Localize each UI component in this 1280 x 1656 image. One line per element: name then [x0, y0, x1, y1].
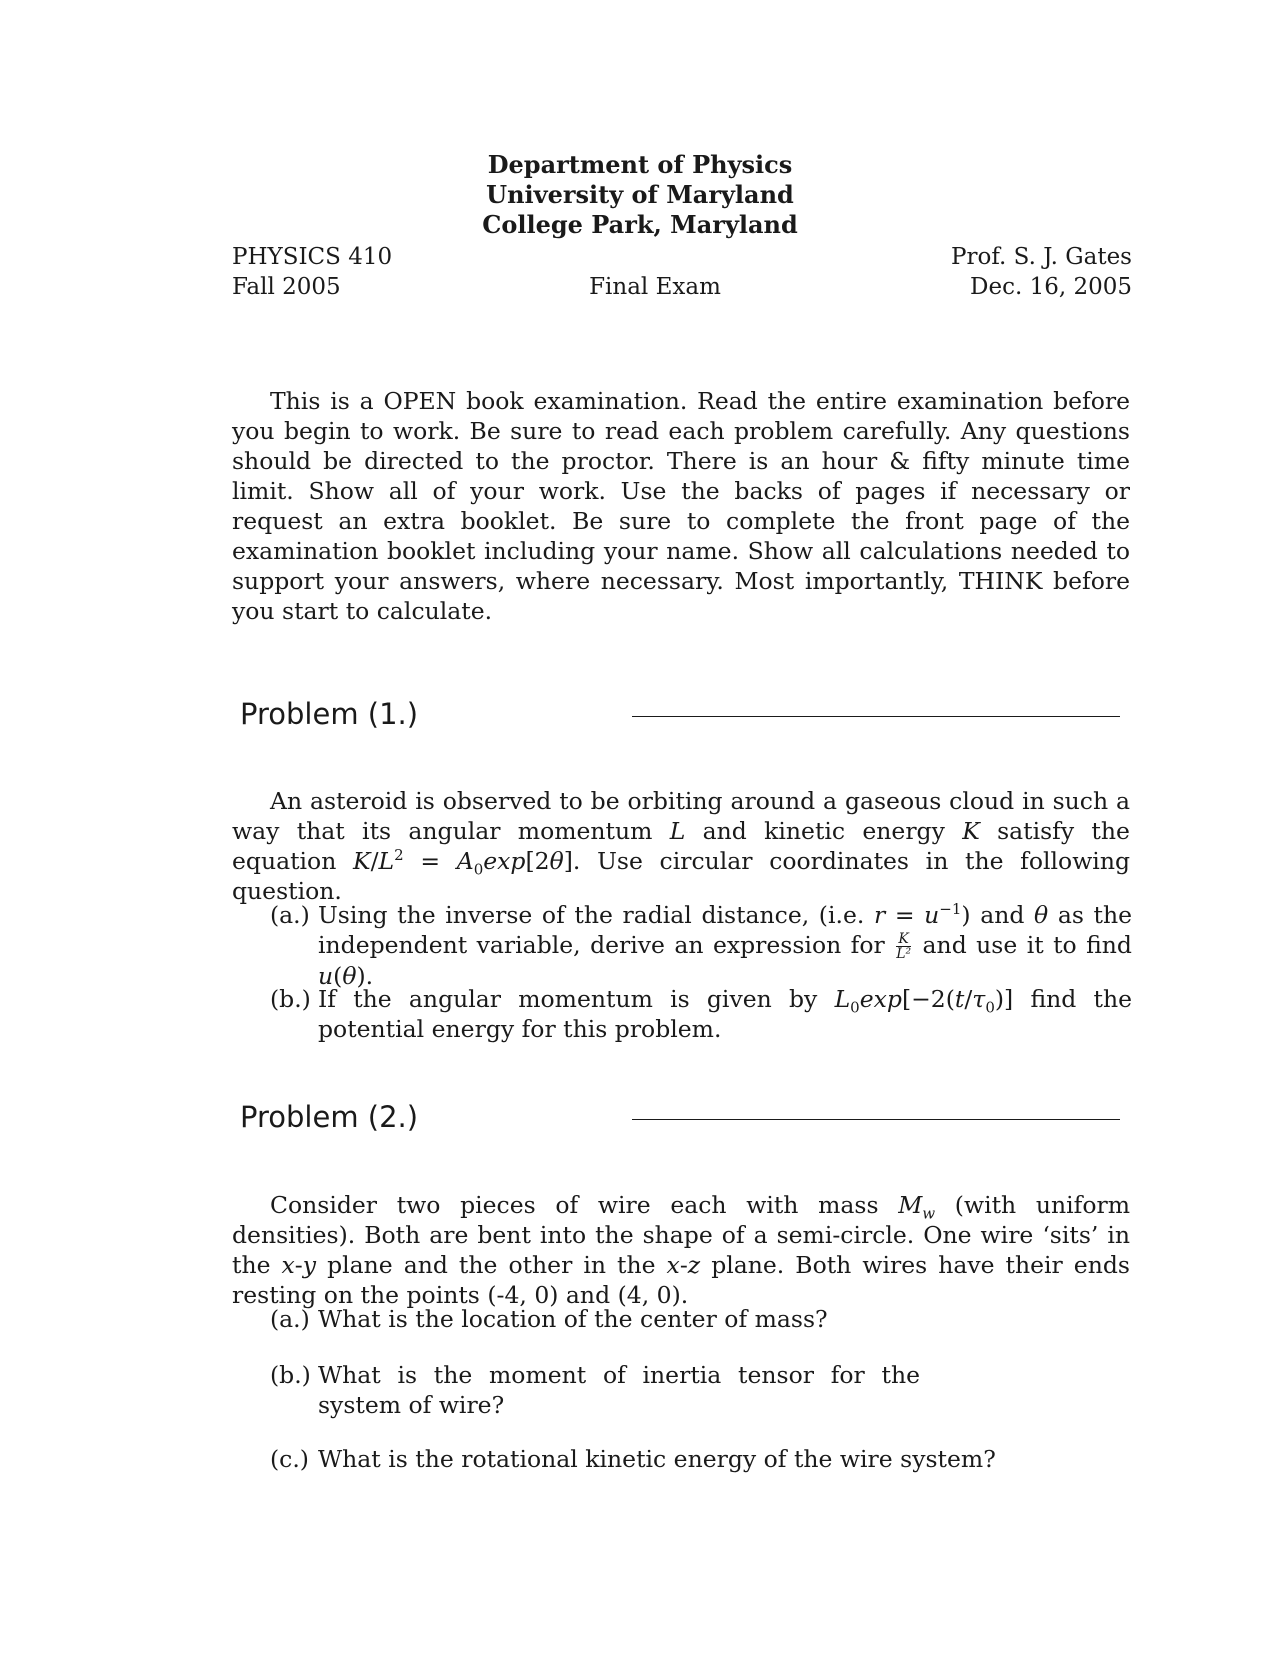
professor-name: Prof. S. J. Gates [951, 244, 1132, 270]
instructions-paragraph: This is a OPEN book examination. Read the entire examination before you begin to work. Be sure to read each problem carefully. Any questions should be directed to the proctor. There is an hour & fifty minute time limit. Show all of your work. Use the backs of pages if necessary or request an extra booklet. Be sure to complete the front page of the examination booklet including your name. Show all calculations needed to support your answers, where necessary. Most importantly, THINK before you start to calculate. [232, 387, 1130, 625]
exam-title: Final Exam [589, 274, 721, 300]
problem-1-rule [632, 716, 1120, 717]
p2-intro-3: plane and the other in the [327, 1251, 656, 1279]
problem-2-rule [632, 1119, 1120, 1120]
k-over-l2-fraction: $\frac{K}{\text{L²}}$ [896, 931, 912, 962]
p1-intro-d: Use circular coordinates in the following question. [232, 847, 1131, 905]
p1b-text-2: find the potential energy for this problem. [318, 985, 1133, 1043]
course-info [232, 242, 392, 302]
p2a-text: What is the location of the center of mass? [318, 1305, 828, 1333]
dept-line: Department of Physics [487, 150, 793, 179]
term: Fall 2005 [232, 274, 341, 300]
p2c-text: What is the rotational kinetic energy of the wire system? [318, 1445, 996, 1473]
p1a-text-1: Using the inverse of the radial distance, (i.e. [318, 901, 865, 929]
professor-info [951, 242, 1132, 302]
problem-2-part-a [270, 1304, 1132, 1334]
p2-intro-1: Consider two pieces of wire each with mass [270, 1191, 879, 1219]
p1-intro-c: satisfy the equation [232, 817, 1130, 875]
part-label: (a.) [270, 1305, 310, 1333]
problem-1-title: Problem (1.) [240, 697, 419, 731]
part-label: (b.) [270, 985, 311, 1013]
p1-intro-a: An asteroid is observed to be orbiting around a gaseous cloud in such a way that its angular momentum [232, 787, 1130, 845]
problem-1-statement: An asteroid is observed to be orbiting around a gaseous cloud in such a way that its angular momentum L and kinetic energy K satisfy the equation $K/L^2 = A_0\exp[2\theta]$. Use circular coordinates in the following question. [232, 787, 1131, 905]
dept-line: University of Maryland [486, 180, 794, 209]
problem-2-title: Problem (2.) [240, 1100, 419, 1134]
part-label: (b.) [270, 1361, 311, 1389]
dept-line: College Park, Maryland [482, 210, 798, 239]
p2-intro-4: plane. Both wires have their ends resting on the points (-4, 0) and (4, 0). [232, 1251, 1130, 1309]
problem-2-part-b [270, 1360, 920, 1420]
p2-intro-2: (with uniform densities). Both are bent into the shape of a semi-circle. One wire ‘sits’ in the [232, 1191, 1130, 1279]
department-heading [0, 150, 1280, 240]
problem-2-part-c [270, 1444, 1132, 1474]
course-number: PHYSICS 410 [232, 244, 393, 270]
part-label: (c.) [270, 1445, 309, 1473]
p1a-text-2: and [980, 901, 1025, 929]
p2b-text: What is the moment of inertia tensor for the system of wire? [318, 1361, 920, 1419]
p1a-text-4: and use it to find [922, 931, 1132, 959]
p1-intro-b: and kinetic energy [702, 817, 945, 845]
p1a-text-3: as the independent variable, derive an expression for [318, 901, 1132, 959]
problem-1-part-b: (b.) If the angular momentum is given by $L_0\exp[-2(t/\tau_0)]$ find the potential energy for this problem. [270, 985, 1133, 1043]
problem-2-statement: Consider two pieces of wire each with mass $M_w$ (with uniform densities). Both are bent into the shape of a semi-circle. One wire ‘sits’ in the x-y plane and the other in the x-z plane. Both wires have their ends resting on the points (-4, 0) and (4, 0). [232, 1191, 1130, 1309]
part-label: (a.) [270, 901, 310, 929]
p1b-text-1: If the angular momentum is given by [318, 985, 818, 1013]
problem-1-part-a: (a.) Using the inverse of the radial distance, (i.e. $r = u^{-1}$) and θ as the independent variable, derive an expression for $\frac{K}{\text{L²}}$ and use it to find u(θ). [270, 900, 1132, 990]
exam-date: Dec. 16, 2005 [970, 274, 1132, 300]
